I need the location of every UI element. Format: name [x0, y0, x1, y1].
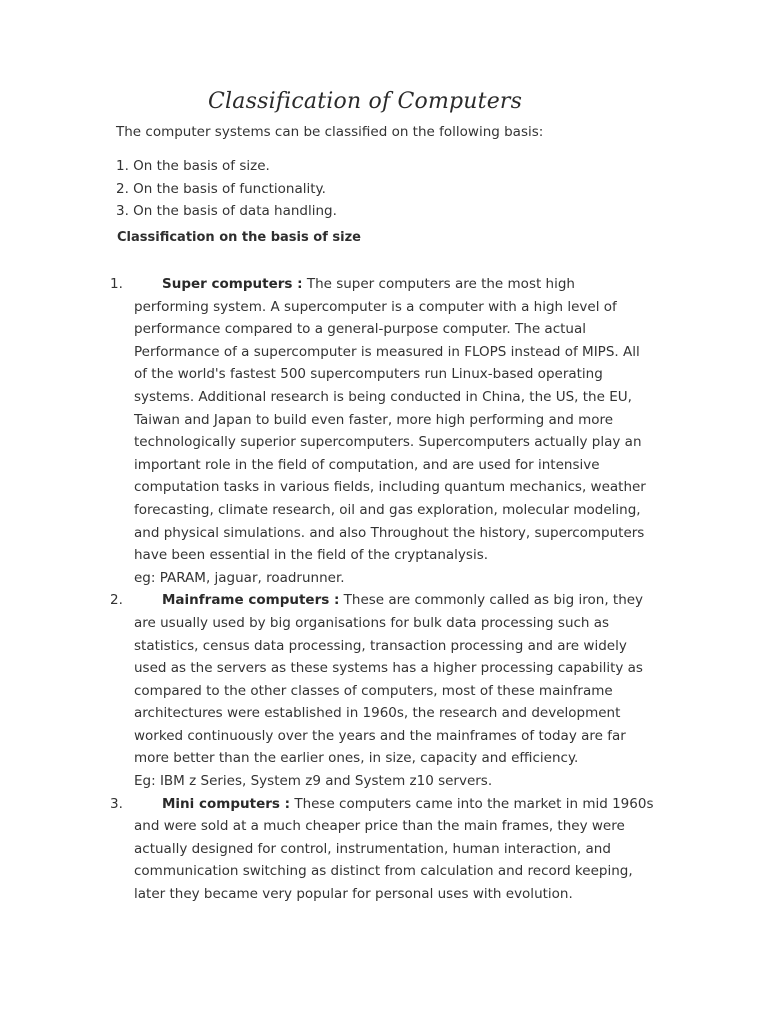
list-item-super-computers — [0, 273, 768, 589]
list-item-mini-computers — [0, 793, 768, 906]
item-example: eg: PARAM, jaguar, roadrunner. — [134, 569, 345, 586]
section-heading: Classification on the basis of size — [117, 230, 361, 245]
item-text: The super computers are the most high performing system. A supercomputer is a computer with a high level of performance compared to a general-purpose computer. The actual Performance of a supercomputer is measured in FLOPS instead of MIPS. All of the world's fastest 500 supercomputers run Linux-based operating systems. Additional research is being conducted in China, the US, the EU, Taiwan and Japan to build even faster, more high performing and more technologically superior supercomputers. Supercomputers actually play an important role in the field of computation, and are used for intensive computation tasks in various fields, including quantum mechanics, weather forecasting, climate research, oil and gas exploration, molecular modeling, and physical simulations. and also Throughout the history, supercomputers have been essential in the field of the cryptanalysis. — [134, 276, 646, 564]
item-text: These computers came into the market in mid 1960s and were sold at a much cheaper price than the main frames, they were actually designed for control, instrumentation, human interaction, and communication switching as distinct from calculation and record keeping, later they became very popular for personal uses with evolution. — [134, 795, 654, 903]
item-term: Mini computers : — [162, 795, 291, 812]
document-title: Classification of Computers — [208, 89, 523, 114]
basis-item-functionality: 2. On the basis of functionality. — [116, 180, 326, 197]
intro-paragraph: The computer systems can be classified on the following basis: — [116, 124, 544, 140]
basis-list — [116, 155, 337, 223]
basis-item-size: 1. On the basis of size. — [116, 158, 270, 174]
item-text: These are commonly called as big iron, they are usually used by big organisations for bulk data processing such as statistics, census data processing, transaction processing and are widely used as the servers as these systems has a higher processing capability as compared to the other classes of computers, most of these mainframe architectures were established in 1960s, the research and development worked continuously over the years and the mainframes of today are far more better than the earlier ones, in size, capacity and efficiency. — [134, 592, 644, 767]
item-example: Eg: IBM z Series, System z9 and System z10 servers. — [134, 773, 493, 790]
item-paragraph — [134, 589, 654, 770]
item-number: 3. — [110, 795, 123, 812]
item-paragraph — [134, 273, 654, 567]
basis-item-data-handling: 3. On the basis of data handling. — [116, 203, 337, 219]
list-item-mainframe-computers — [0, 589, 768, 792]
item-number: 1. — [110, 276, 123, 292]
item-term: Super computers : — [162, 276, 303, 292]
item-paragraph — [134, 793, 654, 906]
item-number: 2. — [110, 592, 123, 609]
classification-list — [0, 273, 768, 906]
item-term: Mainframe computers : — [162, 592, 340, 609]
